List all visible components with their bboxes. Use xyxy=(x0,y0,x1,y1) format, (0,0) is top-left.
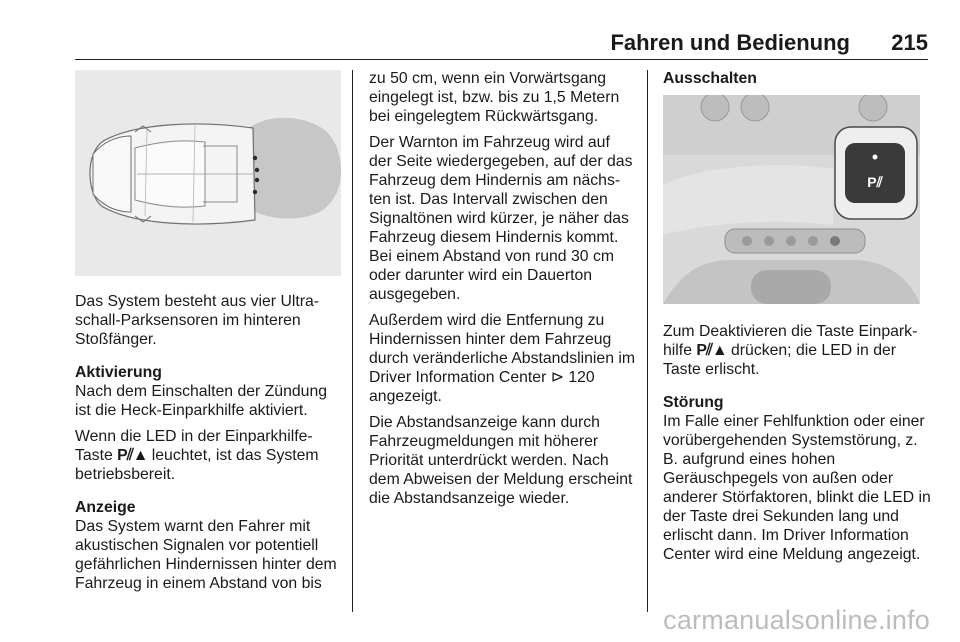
paragraph: Das System warnt den Fahrer mit akustischen Signalen vor potentiell gefährlichen Hindernissen hinter dem Fahrzeug in einem Abstand von bis xyxy=(75,518,337,592)
page-number: 215 xyxy=(891,30,928,55)
paragraph: zu 50 cm, wenn ein Vorwärtsgang eingelegt ist, bzw. bis zu 1,5 Metern bei eingelegtem Rückwärtsgang. xyxy=(369,70,620,125)
column-divider-1 xyxy=(352,70,353,612)
column-2 xyxy=(369,69,637,515)
park-assist-icon: P⫽▲ xyxy=(696,342,727,359)
paragraph xyxy=(369,311,637,406)
arrow-reference-icon: ⊳ xyxy=(550,369,569,386)
paragraph-text: Zum Deaktivieren die Taste Einpark-hilfe xyxy=(663,323,918,359)
section-heading: Störung xyxy=(663,394,724,411)
console-button-illustration xyxy=(663,95,920,304)
header-rule xyxy=(75,59,928,60)
paragraph xyxy=(75,427,345,484)
section-heading: Aktivierung xyxy=(75,364,162,381)
column-1 xyxy=(75,292,345,600)
paragraph: Die Abstandsanzeige kann durch Fahrzeugmeldungen mit höherer Priorität unterdrückt werden. Nach dem Abweisen der Meldung erscheint die Abstandsanzeige wieder. xyxy=(369,414,633,507)
column-divider-2 xyxy=(647,70,648,612)
paragraph-text: Wenn die LED in der Einparkhilfe-Taste xyxy=(75,428,313,464)
header-title: Fahren und Bedienung xyxy=(610,30,850,55)
paragraph-text: drücken; die LED in der Taste erlischt. xyxy=(663,342,897,378)
watermark: carmanualsonline.info xyxy=(663,605,930,635)
paragraph: Das System besteht aus vier Ultra-schall-Parksensoren im hinteren Stoßfänger. xyxy=(75,293,320,348)
svg-text:P⫽: P⫽ xyxy=(867,174,883,190)
paragraph-text: leuchtet, ist das System betriebsbereit. xyxy=(75,447,319,483)
column-3-text xyxy=(663,322,933,571)
paragraph: Im Falle einer Fehlfunktion oder einer vorübergehenden Systemstörung, z. B. aufgrund eines hohen Geräuschpegels von außen oder anderer Störfaktoren, blinkt die LED in der Taste drei Sekunden lang und erlischt dann. Im Driver Information Center wird eine Meldung angezeigt. xyxy=(663,413,931,563)
column-3 xyxy=(663,69,929,96)
section-heading: Ausschalten xyxy=(663,70,757,87)
car-sensor-illustration xyxy=(75,70,341,276)
paragraph xyxy=(663,322,933,379)
paragraph: Der Warnton im Fahrzeug wird auf der Seite wiedergegeben, auf der das Fahrzeug dem Hindernis am nächs-ten ist. Das Intervall zwischen den Signaltönen wird kürzer, je näher das Fahrzeug diesem Hindernis kommt. Bei einem Abstand von rund 30 cm oder darunter wird ein Dauerton ausgegeben. xyxy=(369,134,633,303)
paragraph: Nach dem Einschalten der Zündung ist die Heck-Einparkhilfe aktiviert. xyxy=(75,383,328,419)
park-assist-icon: P⫽▲ xyxy=(117,447,148,464)
section-heading: Anzeige xyxy=(75,499,136,516)
paragraph-text: Außerdem wird die Entfernung zu Hindernissen hinter dem Fahrzeug durch veränderliche Abstandslinien im Driver Information Center xyxy=(369,312,636,386)
cross-reference: 120 xyxy=(568,369,595,386)
paragraph-text: angezeigt. xyxy=(369,388,442,405)
